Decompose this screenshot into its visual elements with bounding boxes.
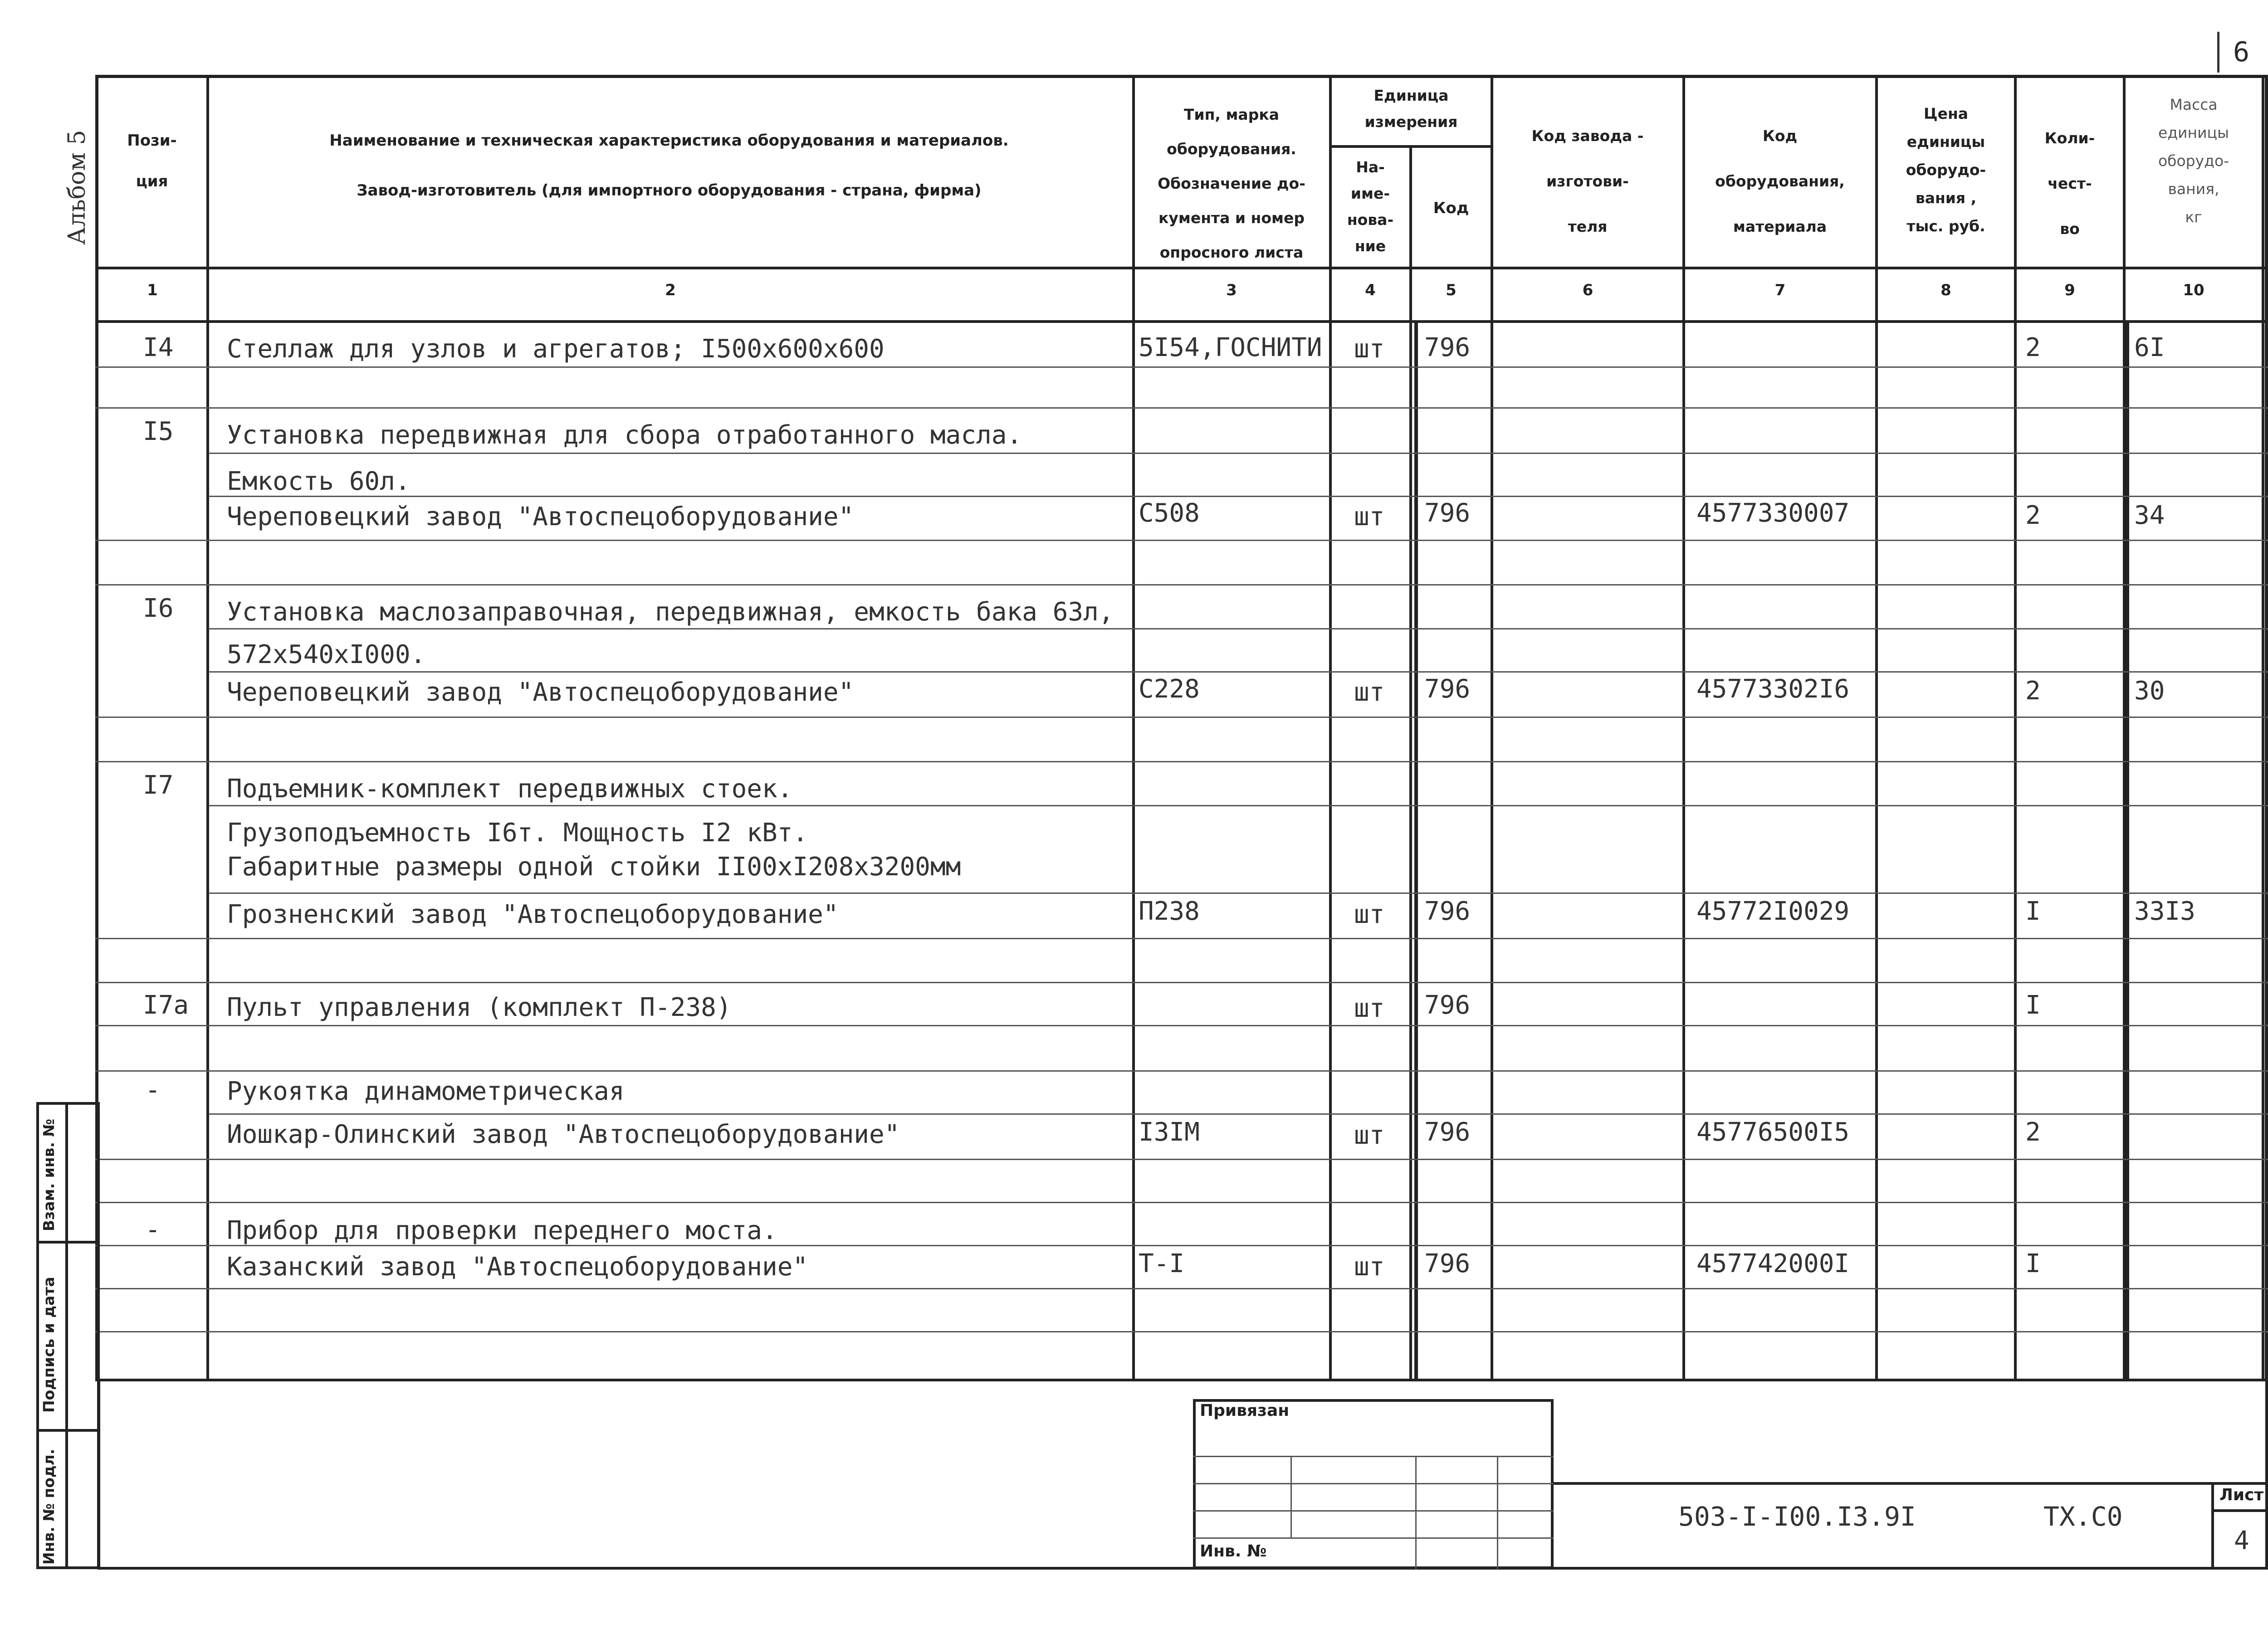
cell-unit: шт bbox=[1354, 678, 1385, 707]
cell-type: П238 bbox=[1139, 897, 1200, 926]
cell-type: I3IM bbox=[1139, 1117, 1200, 1147]
cell-name: Габаритные размеры одной стойки II00xI208x3200мм bbox=[227, 852, 961, 882]
hdr-unit-name: На- име- нова- ние bbox=[1347, 158, 1394, 255]
page-number-box bbox=[2217, 32, 2268, 73]
cell-name: Стеллаж для узлов и агрегатов; I500x600x600 bbox=[227, 334, 885, 364]
cell-pos: I6 bbox=[143, 594, 174, 623]
hdr-mass: Масса единицы оборудо- вания, кг bbox=[2158, 96, 2229, 226]
title-block-bottom bbox=[98, 1567, 2268, 1570]
cell-name: Установка маслозаправочная, передвижная, емкость бака 63л, bbox=[227, 597, 1114, 627]
hdr-factory-code: Код завода - изготови- теля bbox=[1531, 127, 1644, 235]
cell-pos: I5 bbox=[143, 417, 174, 446]
side-vzam: Взам. инв. № bbox=[40, 1118, 58, 1231]
cell-code: 796 bbox=[1424, 897, 1471, 926]
cell-pos: - bbox=[145, 1075, 161, 1105]
cell-code: 796 bbox=[1424, 498, 1471, 528]
hdr-name: Наименование и техническая характеристика оборудования и материалов. Завод-изготовитель (для импортного оборудования - страна, фирма) bbox=[329, 132, 1009, 200]
cell-qty: 2 bbox=[2025, 676, 2041, 706]
inv-no-label: Инв. № bbox=[1200, 1542, 1267, 1561]
cell-pos: I7 bbox=[143, 771, 174, 800]
cell-name: Грузоподъемность I6т. Мощность I2 кВт. bbox=[227, 818, 808, 848]
cell-mass: 30 bbox=[2134, 676, 2165, 706]
spec-table-frame bbox=[95, 75, 2268, 1381]
sheet-label: Лист bbox=[2219, 1486, 2264, 1504]
colnum-4: 4 bbox=[1365, 281, 1376, 299]
hdr-equip-code: Код оборудования, материала bbox=[1715, 127, 1845, 235]
cell-qty: I bbox=[2025, 990, 2041, 1020]
privyazan-line-4 bbox=[1193, 1537, 1554, 1539]
cell-pos: - bbox=[145, 1215, 161, 1244]
col-line-7 bbox=[1875, 75, 1878, 1381]
hdr-qty: Коли- чест- во bbox=[2044, 129, 2095, 238]
cell-equip: 457742000I bbox=[1696, 1249, 1850, 1278]
cell-name: Рукоятка динамометрическая bbox=[227, 1077, 625, 1106]
cell-name: Череповецкий завод "Автоспецоборудование" bbox=[227, 678, 854, 707]
cell-equip: 4577330007 bbox=[1696, 498, 1850, 528]
col-line-4 bbox=[1409, 145, 1412, 1381]
cell-name: Грозненский завод "Автоспецоборудование" bbox=[227, 900, 839, 929]
privyazan-vline-3 bbox=[1497, 1456, 1498, 1569]
cell-qty: 2 bbox=[2025, 501, 2041, 530]
cell-pos: I7а bbox=[143, 990, 189, 1020]
cell-unit: шт bbox=[1354, 334, 1385, 364]
cell-code: 796 bbox=[1424, 990, 1471, 1020]
cell-code: 796 bbox=[1424, 674, 1471, 704]
cell-type: Т-I bbox=[1139, 1249, 1185, 1278]
sheet-number: 4 bbox=[2234, 1526, 2249, 1556]
hdr-type: Тип, марка оборудования. Обозначение до- кумента и номер опросного листа bbox=[1158, 106, 1305, 261]
page-number: 6 bbox=[2233, 36, 2250, 68]
cell-qty: I bbox=[2025, 1249, 2041, 1278]
cell-equip: 45776500I5 bbox=[1696, 1117, 1850, 1147]
privyazan-vline-1 bbox=[1290, 1456, 1292, 1537]
colnum-7: 7 bbox=[1774, 281, 1786, 299]
side-inv: Инв. № подл. bbox=[40, 1449, 58, 1565]
cell-name: Емкость 60л. bbox=[227, 467, 411, 496]
body-box-right bbox=[2126, 320, 2129, 1379]
cell-unit: шт bbox=[1354, 900, 1385, 929]
cell-qty: 2 bbox=[2025, 1117, 2041, 1147]
cell-name: Прибор для проверки переднего моста. bbox=[227, 1216, 777, 1245]
cell-type: С228 bbox=[1139, 674, 1200, 704]
cell-unit: шт bbox=[1354, 502, 1385, 532]
cell-type: С508 bbox=[1139, 498, 1200, 528]
cell-equip: 45772I0029 bbox=[1696, 897, 1850, 926]
cell-mass: 33I3 bbox=[2134, 897, 2195, 926]
cell-type: 5I54,ГОСНИТИ bbox=[1139, 333, 1322, 362]
colnum-2: 2 bbox=[665, 281, 676, 299]
cell-unit: шт bbox=[1354, 1252, 1385, 1282]
title-block-left bbox=[98, 1379, 100, 1569]
colnum-1: 1 bbox=[147, 281, 158, 299]
hdr-unit-group: Единица измерения bbox=[1364, 87, 1458, 131]
colnum-5: 5 bbox=[1446, 281, 1457, 299]
cell-name: Пульт управления (комплект П-238) bbox=[227, 993, 732, 1022]
privyazan-line-1 bbox=[1193, 1456, 1554, 1457]
privyazan-line-2 bbox=[1193, 1483, 1554, 1484]
cell-qty: 2 bbox=[2025, 333, 2041, 362]
hdr-unit-code: Код bbox=[1433, 199, 1469, 217]
colnum-10: 10 bbox=[2183, 281, 2204, 299]
cell-name: 572x540xI000. bbox=[227, 640, 426, 669]
privyazan-label: Привязан bbox=[1200, 1401, 1290, 1420]
privyazan-line-3 bbox=[1193, 1510, 1554, 1512]
cell-name: Подъемник-комплект передвижных стоек. bbox=[227, 774, 793, 804]
col-line-10 bbox=[2262, 75, 2264, 1381]
colnum-3: 3 bbox=[1226, 281, 1237, 299]
cell-equip: 45773302I6 bbox=[1696, 674, 1850, 704]
cell-name: Установка передвижная для сбора отработанного масла. bbox=[227, 420, 1022, 450]
colnum-bottom-line bbox=[95, 320, 2268, 323]
col-line-5 bbox=[1491, 75, 1493, 1381]
col-line-6 bbox=[1682, 75, 1685, 1381]
col-line-3 bbox=[1329, 75, 1332, 1381]
cell-name: Череповецкий завод "Автоспецоборудование" bbox=[227, 502, 854, 532]
col-line-8 bbox=[2014, 75, 2017, 1381]
cell-pos: I4 bbox=[143, 333, 174, 362]
cell-mass: 6I bbox=[2134, 333, 2165, 362]
cell-mass: 34 bbox=[2134, 501, 2165, 530]
cell-code: 796 bbox=[1424, 333, 1471, 362]
cell-code: 796 bbox=[1424, 1249, 1471, 1278]
hdr-price: Цена единицы оборудо- вания , тыс. руб. bbox=[1906, 105, 1986, 235]
cell-name: Казанский завод "Автоспецоборудование" bbox=[227, 1252, 808, 1282]
body-box-left bbox=[1414, 320, 1418, 1379]
privyazan-vline-2 bbox=[1415, 1456, 1417, 1569]
cell-name: Иошкар-Олинский завод "Автоспецоборудование" bbox=[227, 1120, 900, 1149]
hdr-pos: Пози- ция bbox=[127, 132, 177, 190]
album-label: Альбом 5 bbox=[64, 130, 91, 245]
colnum-9: 9 bbox=[2064, 281, 2075, 299]
colnum-8: 8 bbox=[1941, 281, 1951, 299]
col-line-1 bbox=[206, 75, 209, 1381]
cell-code: 796 bbox=[1424, 1117, 1471, 1147]
col-line-2 bbox=[1132, 75, 1135, 1381]
cell-unit: шт bbox=[1354, 994, 1385, 1023]
colnum-6: 6 bbox=[1582, 281, 1593, 299]
doc-mark: ТХ.С0 bbox=[2043, 1501, 2123, 1532]
side-podpis: Подпись и дата bbox=[40, 1277, 58, 1413]
table-bottom-line bbox=[95, 1379, 2268, 1381]
code-block-top bbox=[1554, 1482, 2268, 1485]
doc-code: 503-I-I00.I3.9I bbox=[1678, 1501, 1916, 1532]
cell-unit: шт bbox=[1354, 1121, 1385, 1150]
cell-qty: I bbox=[2025, 897, 2041, 926]
